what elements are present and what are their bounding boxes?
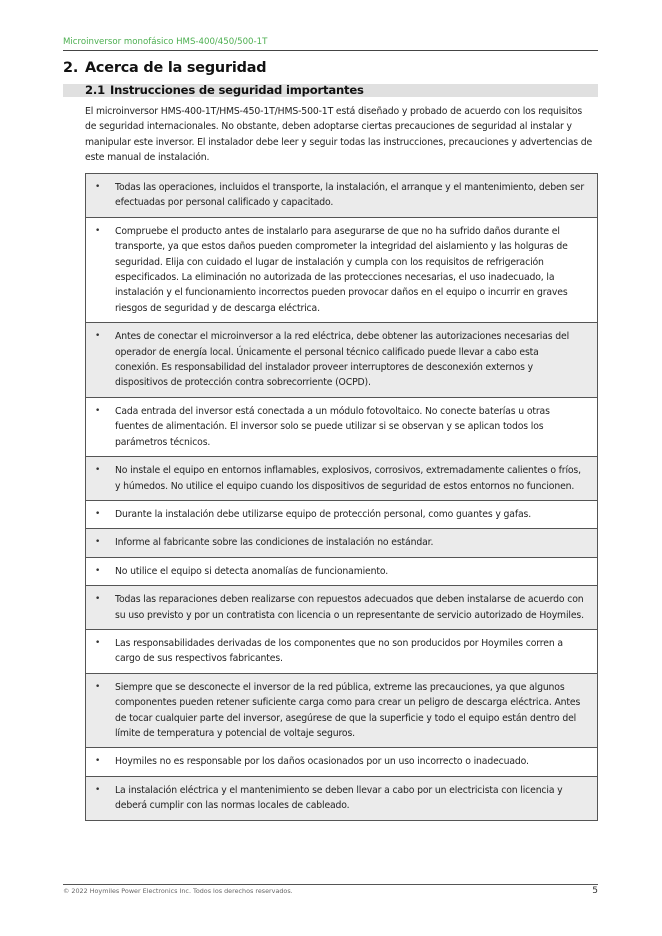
intro-paragraph: El microinversor HMS-400-1T/HMS-450-1T/HMS-500-1T está diseñado y probado de acuerdo con los requisitos de seguridad internacionales. No obstante, deben adoptarse ciertas precauciones de seguridad al instalar y manipular este inversor. El instalador debe leer y seguir todas las instrucciones, precauciones y advertencias de este manual de instalación.: [85, 106, 593, 164]
page-number: 5: [592, 886, 598, 896]
bullet-icon: •: [95, 784, 101, 795]
footer-copyright: © 2022 Hoymiles Power Electronics Inc. Todos los derechos reservados.: [63, 887, 293, 895]
bullet-icon: •: [95, 225, 101, 236]
bullet-icon: •: [95, 405, 101, 416]
row-text: Cada entrada del inversor está conectada a un módulo fotovoltaico. No conecte baterías u otras fuentes de alimentación. El inversor solo se puede utilizar si se observan y se aplican todos los parámetros técnicos.: [115, 405, 550, 448]
running-header: [63, 37, 598, 51]
footer-divider: [63, 884, 598, 885]
bullet-icon: •: [95, 681, 101, 692]
table-row: [85, 323, 598, 398]
row-text: No utilice el equipo si detecta anomalías de funcionamiento.: [115, 565, 389, 577]
bullet-icon: •: [95, 565, 101, 576]
bullet-icon: •: [95, 182, 101, 192]
table-row: [85, 529, 598, 557]
section-heading: [63, 60, 266, 76]
section-title: Acerca de la seguridad: [85, 60, 267, 76]
bullet-icon: •: [95, 465, 101, 476]
subsection-number: 2.1: [85, 83, 105, 97]
table-row: [85, 558, 598, 586]
table-row: [85, 586, 598, 630]
table-row: [85, 457, 598, 501]
row-text: Hoymiles no es responsable por los daños ocasionados por un uso incorrecto o inadecuado.: [115, 756, 529, 768]
table-row: [85, 501, 598, 529]
row-text: Todas las reparaciones deben realizarse con repuestos adecuados que deben instalarse de acuerdo con su uso previsto y por un contratista con licencia o un representante de servicio autorizado de Hoymiles.: [115, 594, 584, 621]
row-text: Antes de conectar el microinversor a la red eléctrica, debe obtener las autorizaciones necesarias del operador de energía local. Únicamente el personal técnico calificado puede llevar a cabo esta conexión. Es responsabilidad del instalador proveer interruptores de desconexión externos y dispositivos de protección contra sobrecorriente (OCPD).: [115, 331, 570, 389]
row-text: Compruebe el producto antes de instalarlo para asegurarse de que no ha sufrido daños durante el transporte, ya que estos daños pueden comprometer la integridad del aislamiento y las holguras de seguridad. Elija con cuidado el lugar de instalación y cumpla con los requisitos de refrigeración especificados. La eliminación no autorizada de las protecciones necesarias, el uso inadecuado, la instalación y el funcionamiento incorrectos pueden provocar daños en el equipo o incurrir en graves riesgos de seguridad y de descarga eléctrica.: [115, 225, 568, 314]
bullet-icon: •: [95, 594, 101, 605]
table-row: [85, 674, 598, 749]
row-text: Las responsabilidades derivadas de los componentes que no son producidos por Hoymiles corren a cargo de sus respectivos fabricantes.: [115, 637, 563, 665]
subsection-heading: [63, 84, 598, 97]
row-text: No instale el equipo en entornos inflamables, explosivos, corrosivos, extremadamente calientes o fríos, y húmedos. No utilice el equipo cuando los dispositivos de seguridad de estos entornos no funcionen.: [115, 465, 581, 492]
bullet-icon: •: [95, 508, 101, 519]
row-text: Durante la instalación debe utilizarse equipo de protección personal, como guantes y gafas.: [115, 508, 531, 520]
row-text: La instalación eléctrica y el mantenimiento se deben llevar a cabo por un electricista con licencia y deberá cumplir con las normas locales de cableado.: [115, 784, 563, 812]
running-header-title: Microinversor monofásico HMS-400/450/500-1T: [63, 37, 268, 47]
bullet-icon: •: [95, 331, 101, 342]
bullet-icon: •: [95, 637, 101, 648]
safety-instructions-table: [85, 173, 598, 821]
row-text: Todas las operaciones, incluidos el transporte, la instalación, el arranque y el mantenimiento, deben ser efectuadas por personal calificado y capacitado.: [115, 182, 584, 209]
table-row: [85, 218, 598, 323]
table-row: [85, 174, 598, 218]
section-number: 2.: [63, 60, 79, 76]
bullet-icon: •: [95, 537, 101, 548]
bullet-icon: •: [95, 756, 101, 767]
table-row: [85, 398, 598, 457]
table-row: [85, 630, 598, 674]
row-text: Informe al fabricante sobre las condiciones de instalación no estándar.: [115, 537, 434, 549]
subsection-title: Instrucciones de seguridad importantes: [109, 83, 364, 97]
row-text: Siempre que se desconecte el inversor de la red pública, extreme las precauciones, ya que algunos componentes pueden retener suficiente carga como para crear un peligro de descarga eléctrica. Antes de tocar cualquier parte del inversor, asegúrese de que la superficie y todo el equipo están dentro del límite de temperatura y potencial de voltaje seguros.: [115, 681, 581, 739]
table-row: [85, 748, 598, 776]
table-row: [85, 777, 598, 821]
